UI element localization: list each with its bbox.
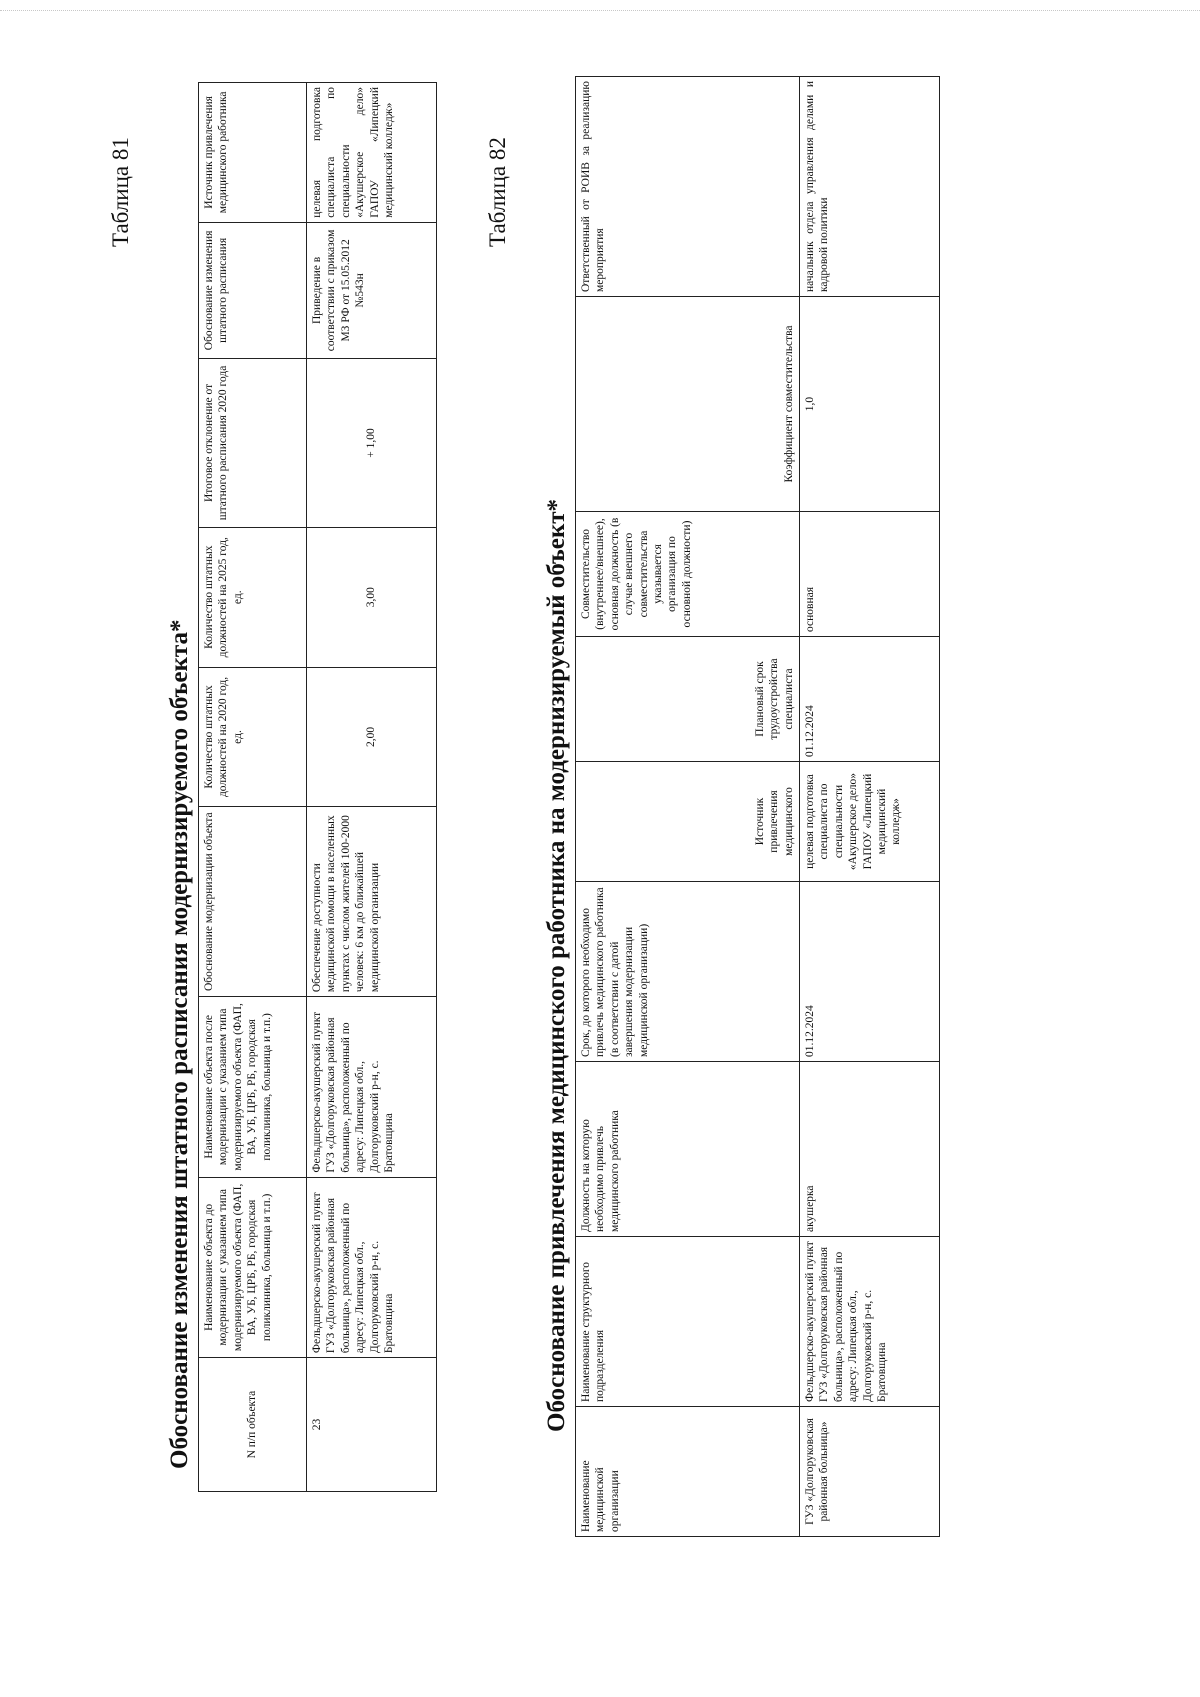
table-81-header-row <box>199 83 307 1492</box>
header-before: Наименование объекта до модернизации с указанием типа модернизируемого объекта (ФАП, ВА, УБ, ЦРБ, РБ, городская поликлиника, больница и т.п.) <box>199 1177 307 1357</box>
table-81-label: Таблица 81 <box>108 137 133 247</box>
header-deviation: Итоговое отклонение от штатного расписания 2020 года <box>199 359 307 528</box>
header-org: Наименование медицинской организации <box>576 1407 800 1537</box>
header-source: Источник привлечения медицинского <box>576 762 800 882</box>
header-combination: Совместительство (внутреннее/внешнее), основная должность (в случае внешнего совместительства указывается организация по основной должности) <box>576 512 800 637</box>
cell-after: Фельдшерско-акушерский пункт ГУЗ «Долгоруковская районная больница», расположенный по адресу: Липецкая обл., Долгоруковский р-н, с. Братовщина <box>307 997 437 1177</box>
header-reason: Обоснование модернизации объекта <box>199 807 307 997</box>
cell-coefficient: 1,0 <box>800 297 940 512</box>
header-coefficient: Коэффициент совместительства <box>576 297 800 512</box>
cell-reason: Обеспечение доступности медицинской помощи в населенных пунктах с числом жителей 100-2000 человек: 6 км до ближайшей медицинской организации <box>307 807 437 997</box>
table-82-label: Таблица 82 <box>485 137 510 247</box>
cell-deviation: + 1,00 <box>307 359 437 528</box>
table-81-title: Обоснование изменения штатного расписания модернизируемого объекта* <box>166 619 193 1469</box>
cell-count-2020: 2,00 <box>307 667 437 807</box>
header-planned: Плановый срок трудоустройства специалиста <box>576 637 800 762</box>
cell-basis: Приведение в соответствии с приказом МЗ РФ от 15.05.2012 №543н <box>307 222 437 358</box>
header-deadline: Срок, до которого необходимо привлечь медицинского работника (в соответствии с датой завершения модернизации медицинской организации) <box>576 882 800 1062</box>
table-81-row <box>307 83 437 1492</box>
table-82 <box>575 76 940 1537</box>
header-num: N п/п объекта <box>199 1358 307 1492</box>
cell-combination: основная <box>800 512 940 637</box>
cell-count-2025: 3,00 <box>307 527 437 667</box>
header-position: Должность на которую необходимо привлечь медицинского работника <box>576 1062 800 1237</box>
cell-unit: Фельдшерско-акушерский пункт ГУЗ «Долгоруковская районная больница», расположенный по адресу: Липецкая обл., Долгоруковский р-н, с. Братовщина <box>800 1237 940 1407</box>
cell-org: ГУЗ «Долгоруковская районная больница» <box>800 1407 940 1537</box>
table-82-row <box>800 77 940 1537</box>
cell-responsible: начальник отдела управления делами и кадровой политики <box>800 77 940 297</box>
table-81 <box>198 82 437 1492</box>
header-source: Источник привлечения медицинского работника <box>199 83 307 223</box>
cell-before: Фельдшерско-акушерский пункт ГУЗ «Долгоруковская районная больница», расположенный по адресу: Липецкая обл., Долгоруковский р-н, с. Братовщина <box>307 1177 437 1357</box>
cell-deadline: 01.12.2024 <box>800 882 940 1062</box>
cell-source: целевая подготовка специалиста по специальности «Акушерское дело» ГАПОУ «Липецкий медицинский колледж» <box>800 762 940 882</box>
header-after: Наименование объекта после модернизации с указанием типа модернизируемого объекта (ФАП, ВА, УБ, ЦРБ, РБ, городская поликлиника, больница и т.п.) <box>199 997 307 1177</box>
cell-num: 23 <box>307 1358 437 1492</box>
cell-source: целевая подготовка специалиста по специальности «Акушерское дело» ГАПОУ «Липецкий медицинский колледж» <box>307 83 437 223</box>
header-basis: Обоснование изменения штатного расписания <box>199 222 307 358</box>
header-responsible: Ответственный от РОИВ за реализацию мероприятия <box>576 77 800 297</box>
header-count-2025: Количество штатных должностей на 2025 год, ед. <box>199 527 307 667</box>
cell-planned: 01.12.2024 <box>800 637 940 762</box>
header-count-2020: Количество штатных должностей на 2020 год, ед. <box>199 667 307 807</box>
table-82-header-row <box>576 77 800 1537</box>
table-82-title: Обоснование привлечения медицинского работника на модернизируемый объект* <box>543 498 570 1432</box>
header-unit: Наименование структурного подразделения <box>576 1237 800 1407</box>
cell-position: акушерка <box>800 1062 940 1237</box>
